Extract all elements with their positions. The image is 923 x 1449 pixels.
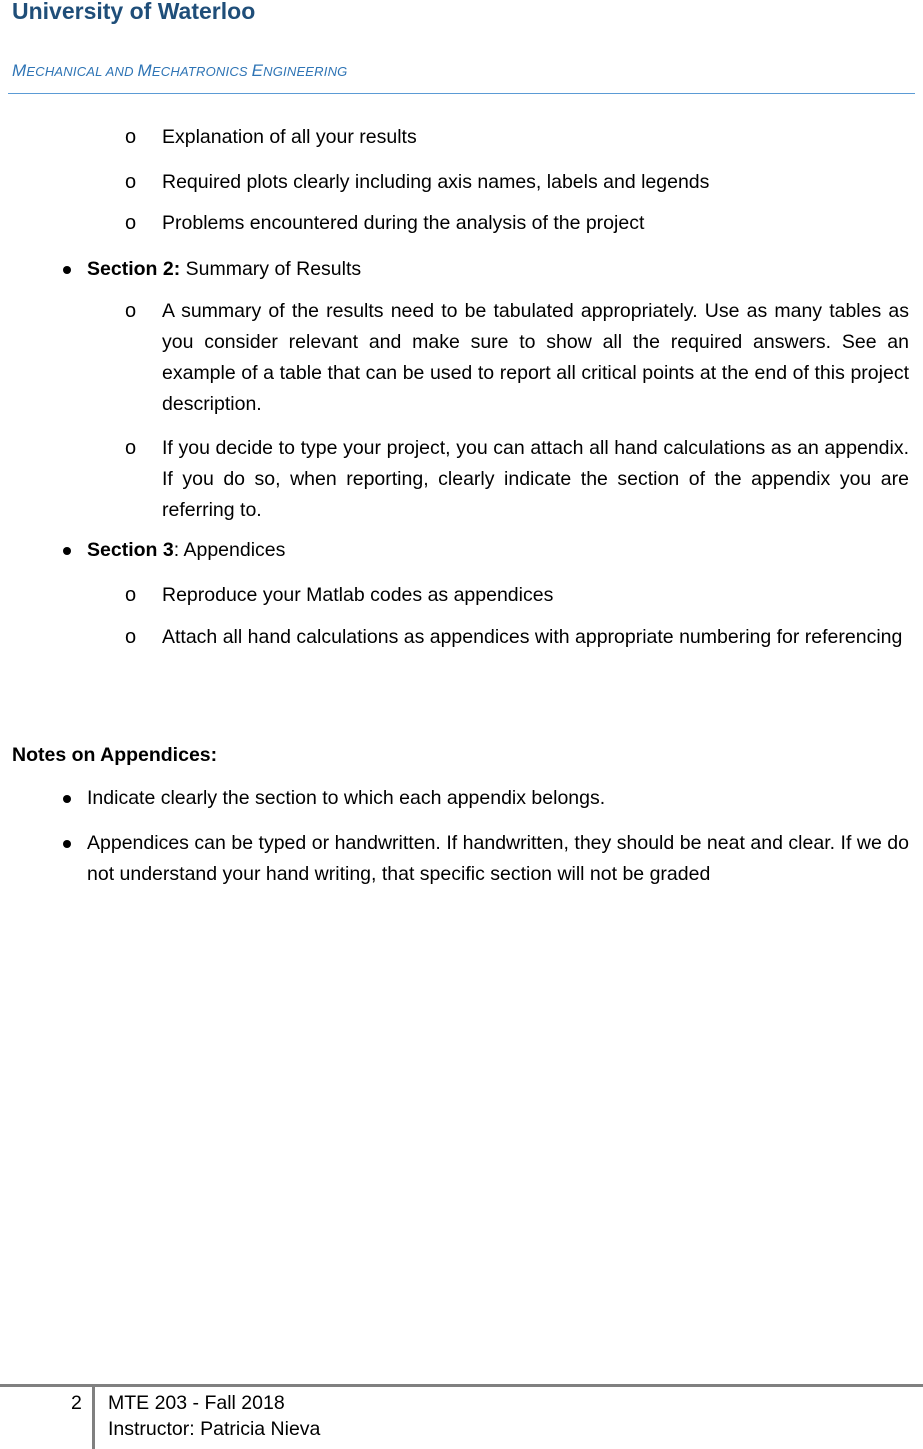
sub-bullet-marker: o [125, 212, 137, 234]
list-item: Required plots clearly including axis names, labels and legends [162, 171, 710, 193]
footer-info [108, 1390, 320, 1442]
sub-bullet-marker: o [125, 437, 137, 459]
list-item: Problems encountered during the analysis of the project [162, 212, 645, 234]
notes-heading: Notes on Appendices: [12, 744, 218, 766]
dept-rest-3: NGINEERING [263, 64, 348, 79]
section-3-label: Section 3 [87, 539, 174, 561]
department-name [12, 61, 347, 81]
section-3-heading [87, 535, 285, 566]
bullet-dot [63, 840, 71, 848]
list-item: A summary of the results need to be tabulated appropriately. Use as many tables as you consider relevant and make sure to show all the required answers. See an example of a table that can be used to report all critical points at the end of this project description. [162, 300, 909, 415]
bullet-dot [63, 795, 71, 803]
section-2-label: Section 2: [87, 258, 181, 280]
list-item: If you decide to type your project, you can attach all hand calculations as an appendix. If you do so, when reporting, clearly indicate the section of the appendix you are referring to. [162, 437, 909, 521]
dept-rest-2: ECHATRONICS [151, 64, 252, 79]
dept-cap-3: E [251, 61, 264, 80]
sub-bullet-marker: o [125, 626, 137, 648]
section-2-heading [87, 254, 361, 285]
footer-divider [0, 1384, 923, 1387]
bullet-dot [63, 547, 71, 555]
footer-vertical-bar [92, 1386, 95, 1449]
list-item: Attach all hand calculations as appendices with appropriate numbering for referencing [162, 626, 903, 648]
section-2-title: Summary of Results [180, 258, 362, 280]
instructor-label: Instructor: Patricia Nieva [108, 1418, 321, 1440]
bullet-dot [63, 266, 71, 274]
dept-cap-1: M [12, 61, 27, 80]
course-label: MTE 203 - Fall 2018 [108, 1392, 285, 1414]
section-3-title: : Appendices [173, 539, 286, 561]
list-item: Explanation of all your results [162, 126, 417, 148]
page-number: 2 [71, 1392, 82, 1414]
sub-bullet-marker: o [125, 584, 137, 606]
list-item: Indicate clearly the section to which each appendix belongs. [87, 787, 606, 809]
list-item: Reproduce your Matlab codes as appendices [162, 584, 554, 606]
list-item: Appendices can be typed or handwritten. If handwritten, they should be neat and clear. If we do not understand your hand writing, that specific section will not be graded [87, 832, 909, 885]
dept-rest-1: ECHANICAL AND [26, 64, 138, 79]
sub-bullet-marker: o [125, 126, 137, 148]
dept-cap-2: M [137, 61, 152, 80]
sub-bullet-marker: o [125, 300, 137, 322]
header-divider [8, 93, 915, 94]
sub-bullet-marker: o [125, 171, 137, 193]
university-title: University of Waterloo [12, 0, 256, 24]
